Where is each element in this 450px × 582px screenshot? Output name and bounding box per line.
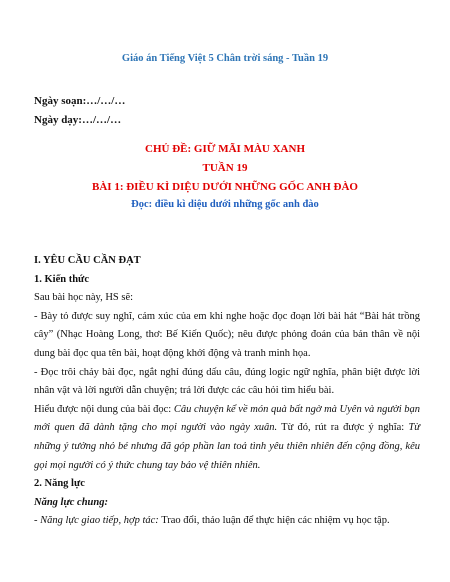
paragraph: Sau bài học này, HS sẽ: xyxy=(34,292,134,304)
paragraph: - Bày tỏ được suy nghĩ, cảm xúc của em khi nghe hoặc đọc đoạn lời bài hát “Bài hát trồng cây” (Nhạc Hoàng Long, thơ: Bế Kiến Quốc); nêu được phỏng đoán của bản thân về nội dung bài đọc qua tên bài, hoạt động khởi động và tranh minh họa. xyxy=(34,310,420,359)
paragraph xyxy=(34,401,420,475)
date-teaching: Ngày dạy:…/…/… xyxy=(34,114,122,126)
italic-text: Câu chuyện kể về món quà bất ngờ mà Uyên và người bạn mới quen đã dành tặng cho mọi người vào ngày xuân. xyxy=(34,403,421,434)
date-prepared: Ngày soạn:…/…/… xyxy=(34,95,126,107)
page-header: Giáo án Tiếng Việt 5 Chân trời sáng - Tuần 19 xyxy=(121,53,329,64)
week-title: TUẦN 19 xyxy=(202,162,248,174)
paragraph xyxy=(34,512,420,531)
theme-title: CHỦ ĐỀ: GIỮ MÃI MÀU XANH xyxy=(145,143,305,155)
lesson-title: BÀI 1: ĐIỀU KÌ DIỆU DƯỚI NHỮNG GỐC ANH ĐÀO xyxy=(92,181,358,193)
document-body xyxy=(34,252,420,531)
italic-text: Từ những ý tưởng nhỏ bé nhưng đã góp phần lan toả tình yêu thiên nhiên đến cộng đồng, kêu gọi mọi người có ý thức chung tay bảo vệ thiên nhiên. xyxy=(34,422,421,471)
section-heading: I. YÊU CẦU CẦN ĐẠT xyxy=(34,255,141,266)
subsection-heading: 1. Kiến thức xyxy=(34,273,90,285)
text-run: Trao đổi, thảo luận để thực hiện các nhiệm vụ học tập. xyxy=(158,515,390,527)
paragraph: - Đọc trôi chảy bài đọc, ngắt nghỉ đúng dấu câu, đúng logic ngữ nghĩa, phân biệt được lời nhân vật và lời người dẫn chuyện; trả lời được các câu hỏi tìm hiểu bài. xyxy=(34,366,420,397)
italic-text: - Năng lực giao tiếp, hợp tác: xyxy=(34,515,159,527)
text-run: Hiểu được nội dung của bài đọc: xyxy=(34,403,174,415)
text-run: Từ đó, rút ra được ý nghĩa: xyxy=(277,422,409,434)
reading-title: Đọc: điều kì diệu dưới những gốc anh đào xyxy=(131,199,319,210)
subsection-heading: Năng lực chung: xyxy=(34,496,108,508)
subsection-heading: 2. Năng lực xyxy=(34,478,85,490)
